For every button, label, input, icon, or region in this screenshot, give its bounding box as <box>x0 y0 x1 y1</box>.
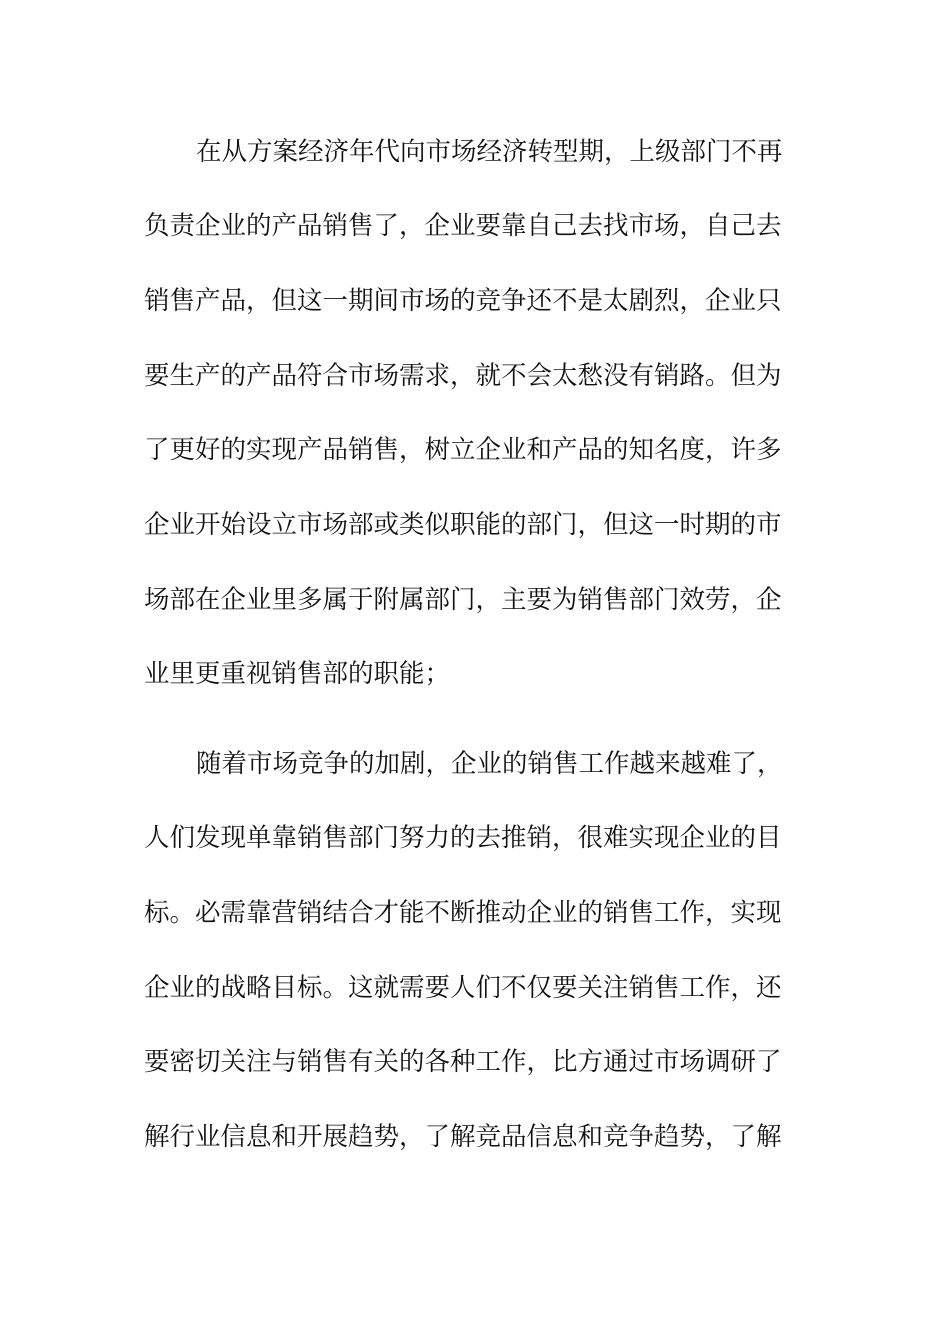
text-line: 场部在企业里多属于附属部门，主要为销售部门效劳，企 <box>144 585 782 615</box>
text-line: 在从方案经济年代向市场经济转型期，上级部门不再 <box>196 137 783 167</box>
text-line: 解行业信息和开展趋势，了解竞品信息和竞争趋势，了解 <box>144 1122 782 1152</box>
text-line: 业里更重视销售部的职能； <box>144 659 451 689</box>
text-line: 销售产品，但这一期间市场的竞争还不是太剧烈，企业只 <box>144 286 782 316</box>
text-line: 标。必需靠营销结合才能不断推动企业的销售工作，实现 <box>144 898 782 928</box>
text-line: 了更好的实现产品销售，树立企业和产品的知名度，许多 <box>144 435 782 465</box>
text-line: 企业开始设立市场部或类似职能的部门，但这一时期的市 <box>144 510 782 540</box>
text-line: 要密切关注与销售有关的各种工作，比方通过市场调研了 <box>144 1047 782 1077</box>
text-line: 负责企业的产品销售了，企业要靠自己去找市场，自己去 <box>144 211 782 241</box>
text-line: 随着市场竞争的加剧，企业的销售工作越来越难了， <box>196 749 783 779</box>
text-line: 要生产的产品符合市场需求，就不会太愁没有销路。但为 <box>144 361 782 391</box>
text-line: 人们发现单靠销售部门努力的去推销，很难实现企业的目 <box>144 823 782 853</box>
text-line: 企业的战略目标。这就需要人们不仅要关注销售工作，还 <box>144 973 782 1003</box>
